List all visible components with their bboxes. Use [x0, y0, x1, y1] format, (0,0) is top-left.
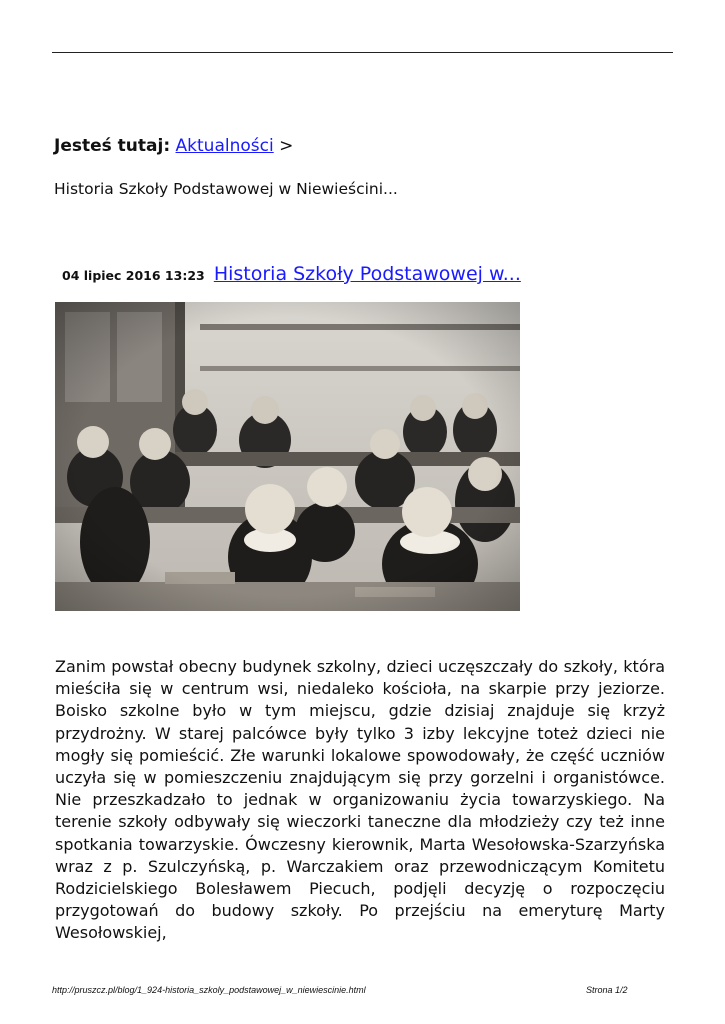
footer-url: http://pruszcz.pl/blog/1_924-historia_szkoly_podstawowej_w_niewiescinie.html [52, 985, 366, 995]
article-body: Zanim powstał obecny budynek szkolny, dzieci uczęszczały do szkoły, która mieściła się w centrum wsi, niedaleko kościoła, na skarpie przy jeziorze. Boisko szkolne było w tym miejscu, gdzie dzisiaj znajduje się krzyż przydrożny. W starej palcówce były tylko 3 izby lekcyjne toteż dzieci nie mogły się pomieścić. Złe warunki lokalowe spowodowały, że część uczniów uczyła się w pomieszczeniu znajdującym się przy gorzelni i organistówce. Nie przeszkadzało to jednak w organizowaniu życia towarzyskiego. Na terenie szkoły odbywały się wieczorki taneczne dla młodzieży czy też inne spotkania towarzyskie. Ówczesny kierownik, Marta Wesołowska-Szarzyńska wraz z p. Szulczyńską, p. Warczakiem oraz przewodniczącym Komitetu Rodzicielskiego Bolesławem Piecuch, podjęli decyzję o rozpoczęciu przygotowań do budowy szkoły. Po przejściu na emeryturę Marty Wesołowskiej, [55, 657, 665, 943]
breadcrumb-link-aktualnosci[interactable]: Aktualności [175, 136, 274, 156]
classroom-photo [55, 302, 520, 611]
post-date: 04 lipiec 2016 13:23 [62, 268, 205, 283]
post-meta [62, 263, 521, 285]
breadcrumb-separator: > [279, 136, 294, 156]
breadcrumb [54, 136, 293, 156]
breadcrumb-label: Jesteś tutaj: [54, 136, 171, 156]
classroom-photo-image [55, 302, 520, 611]
page-heading: Historia Szkoły Podstawowej w Niewieścini... [54, 180, 398, 198]
footer-page-number: Strona 1/2 [586, 985, 628, 995]
top-rule [52, 52, 673, 53]
post-title-link[interactable]: Historia Szkoły Podstawowej w... [213, 263, 521, 285]
